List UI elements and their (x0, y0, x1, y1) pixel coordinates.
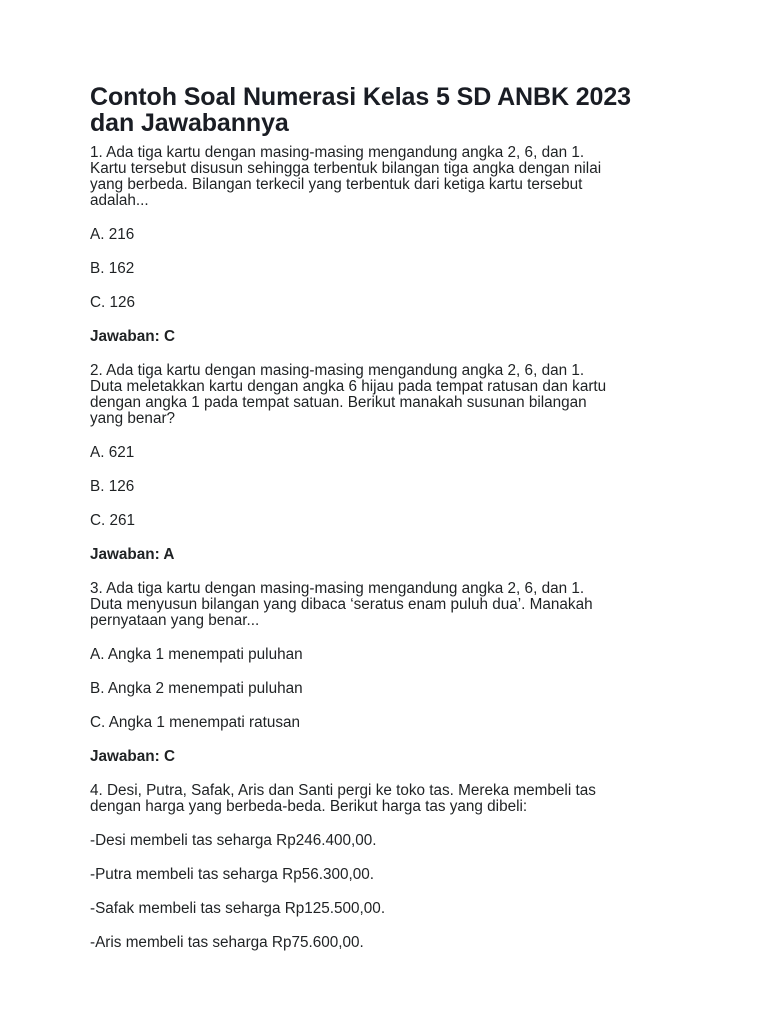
question-line: yang berbeda. Bilangan terkecil yang terbentuk dari ketiga kartu tersebut (90, 176, 583, 193)
option-c: C. 126 (90, 294, 136, 311)
option-b: B. Angka 2 menempati puluhan (90, 680, 303, 697)
option-a: A. Angka 1 menempati puluhan (90, 646, 303, 663)
price-item: -Aris membeli tas seharga Rp75.600,00. (90, 934, 364, 951)
question-line: pernyataan yang benar... (90, 612, 260, 629)
question-line: dengan harga yang berbeda-beda. Berikut harga tas yang dibeli: (90, 798, 528, 815)
option-a: A. 621 (90, 444, 135, 461)
answer-label: Jawaban: C (90, 748, 176, 765)
question-line: dengan angka 1 pada tempat satuan. Berikut manakah susunan bilangan (90, 394, 587, 411)
price-item: -Putra membeli tas seharga Rp56.300,00. (90, 866, 375, 883)
option-c: C. Angka 1 menempati ratusan (90, 714, 301, 731)
price-item: -Safak membeli tas seharga Rp125.500,00. (90, 900, 386, 917)
page-title (90, 84, 680, 136)
answer-label: Jawaban: A (90, 546, 175, 563)
question-line: 1. Ada tiga kartu dengan masing-masing mengandung angka 2, 6, dan 1. (90, 144, 585, 161)
question-line: Duta menyusun bilangan yang dibaca ‘seratus enam puluh dua’. Manakah (90, 596, 593, 613)
question-line: adalah... (90, 192, 149, 209)
question-4-text (90, 783, 680, 815)
question-line: 2. Ada tiga kartu dengan masing-masing mengandung angka 2, 6, dan 1. (90, 362, 585, 379)
question-1-text (90, 145, 680, 209)
option-c: C. 261 (90, 512, 136, 529)
document-page (90, 84, 680, 969)
question-line: Kartu tersebut disusun sehingga terbentuk bilangan tiga angka dengan nilai (90, 160, 602, 177)
question-line: 3. Ada tiga kartu dengan masing-masing mengandung angka 2, 6, dan 1. (90, 580, 585, 597)
question-2-text (90, 363, 680, 427)
title-line: Contoh Soal Numerasi Kelas 5 SD ANBK 2023 (90, 83, 631, 111)
question-3-text (90, 581, 680, 629)
title-line: dan Jawabannya (90, 109, 289, 137)
question-line: yang benar? (90, 410, 176, 427)
price-item: -Desi membeli tas seharga Rp246.400,00. (90, 832, 377, 849)
question-line: Duta meletakkan kartu dengan angka 6 hijau pada tempat ratusan dan kartu (90, 378, 607, 395)
option-b: B. 162 (90, 260, 135, 277)
answer-label: Jawaban: C (90, 328, 176, 345)
option-b: B. 126 (90, 478, 135, 495)
option-a: A. 216 (90, 226, 135, 243)
question-line: 4. Desi, Putra, Safak, Aris dan Santi pergi ke toko tas. Mereka membeli tas (90, 782, 596, 799)
